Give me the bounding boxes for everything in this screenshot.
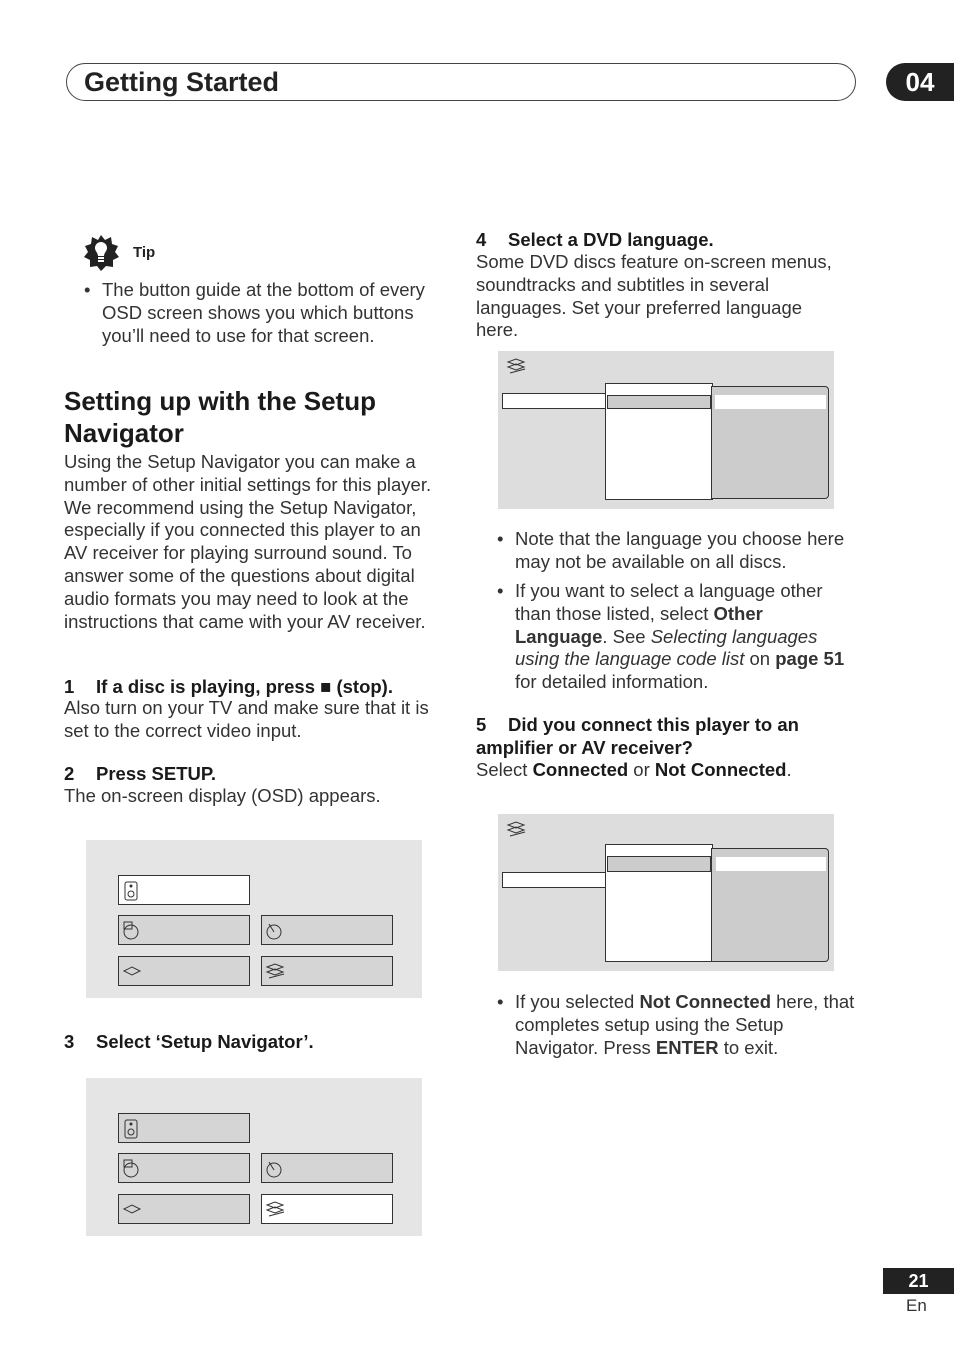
disc-icon	[265, 1158, 285, 1180]
monitor-icon	[122, 920, 142, 942]
speaker-icon	[122, 1118, 142, 1140]
disc-icon	[265, 920, 285, 942]
osd-middle-highlight	[607, 395, 711, 409]
step-5-title: 5 Did you connect this player to an amplifier or AV receiver?	[476, 714, 799, 758]
osd-language-tile	[118, 1194, 250, 1224]
step-4-title: 4 Select a DVD language.	[476, 229, 714, 250]
osd-connection-figure	[498, 814, 834, 971]
page-number: 21	[883, 1268, 954, 1294]
step-1-title: 1 If a disc is playing, press ■ (stop).	[64, 676, 393, 697]
tip-label: Tip	[133, 244, 156, 261]
step-4-bullet-1: • Note that the language you choose here may not be available on all discs.	[497, 528, 845, 572]
step-2-body: The on-screen display (OSD) appears.	[64, 785, 381, 806]
osd-general-tile	[261, 1153, 393, 1183]
navigator-icon	[265, 1199, 287, 1221]
osd-main-menu-figure	[86, 840, 422, 998]
navigator-icon	[506, 820, 528, 840]
step-5-bullet: • If you selected Not Connected here, that completes setup using the Setup Navigator. Press ENTER to exit.	[497, 991, 855, 1058]
osd-navigator-tile	[261, 956, 393, 986]
lightbulb-icon	[82, 234, 120, 277]
monitor-icon	[122, 1158, 142, 1180]
osd-language-figure	[498, 351, 834, 509]
speaker-icon	[122, 880, 142, 902]
osd-video-tile	[118, 1153, 250, 1183]
globe-icon	[122, 961, 142, 983]
section-title: Setting up with the Setup Navigator	[64, 386, 376, 448]
osd-navigator-tile-selected	[261, 1194, 393, 1224]
osd-audio-tile	[118, 875, 250, 905]
chapter-number: 04	[886, 63, 954, 101]
section-intro: Using the Setup Navigator you can make a number of other initial settings for this player. We recommend using the Setup Navigator, especially if you connected this player to an AV receiver for playing surround sound. To answer some of the questions about digital audio formats you may need to look at the instructions that came with your AV receiver.	[64, 451, 432, 632]
navigator-icon	[506, 357, 528, 377]
osd-video-tile	[118, 915, 250, 945]
step-2-title: 2 Press SETUP.	[64, 763, 216, 784]
osd-right-selection	[716, 857, 826, 871]
navigator-icon	[265, 961, 287, 983]
step-1-body: Also turn on your TV and make sure that it is set to the correct video input.	[64, 697, 429, 741]
step-4-bullet-2: • If you want to select a language other than those listed, select Other Language. See Selecting languages using the language code list on page 51 for detailed information.	[497, 580, 845, 693]
osd-language-tile	[118, 956, 250, 986]
step-5-body: Select Connected or Not Connected.	[476, 759, 792, 780]
osd-right-selection	[715, 395, 826, 409]
tip-bullet: • The button guide at the bottom of every OSD screen shows you which buttons you’ll need to use for that screen.	[84, 279, 425, 346]
globe-icon	[122, 1199, 142, 1221]
step-4-body: Some DVD discs feature on-screen menus, soundtracks and subtitles in several languages. Set your preferred language here.	[476, 251, 832, 341]
osd-general-tile	[261, 915, 393, 945]
osd-middle-highlight	[607, 856, 711, 872]
chapter-title: Getting Started	[84, 67, 280, 97]
osd-left-column	[502, 393, 606, 409]
osd-audio-tile	[118, 1113, 250, 1143]
step-3-title: 3 Select ‘Setup Navigator’.	[64, 1031, 314, 1052]
osd-left-column	[502, 872, 606, 888]
osd-setup-navigator-figure	[86, 1078, 422, 1236]
page-language: En	[906, 1296, 927, 1315]
